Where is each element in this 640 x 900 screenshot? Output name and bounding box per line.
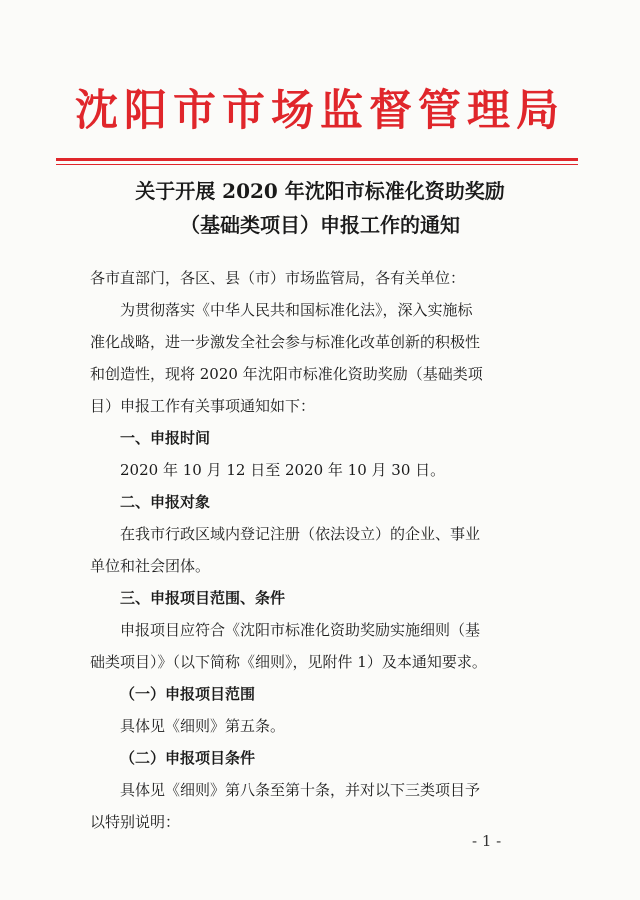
intro-line-1: 为贯彻落实《中华人民共和国标准化法》，深入实施标 (120, 301, 473, 319)
masthead-red-rule-thin (56, 164, 578, 165)
document-title (60, 174, 580, 242)
document-title-line-2: （基础类项目）申报工作的通知 (180, 213, 460, 237)
intro-line-2: 准化战略，进一步激发全社会参与标准化改革创新的积极性 (90, 333, 481, 351)
document-body (90, 262, 560, 838)
salutation: 各市直部门，各区、县（市）市场监管局，各有关单位： (90, 269, 466, 287)
section-3-text-line-1: 申报项目应符合《沈阳市标准化资助奖励实施细则（基 (120, 621, 481, 639)
section-2-text-line-2: 单位和社会团体。 (90, 557, 211, 575)
subsection-1-text: 具体见《细则》第五条。 (120, 717, 286, 735)
subsection-2-heading: （二）申报项目条件 (120, 749, 256, 767)
intro-line-4: 目）申报工作有关事项通知如下： (90, 397, 316, 415)
section-2-text-line-1: 在我市行政区域内登记注册（依法设立）的企业、事业 (120, 525, 481, 543)
document-title-line-1: 关于开展 2020 年沈阳市标准化资助奖励 (135, 179, 505, 203)
section-2-heading: 二、申报对象 (120, 493, 211, 511)
masthead-red-rule (56, 158, 578, 161)
section-3-text-line-2: 础类项目）》（以下简称《细则》，见附件 1）及本通知要求。 (90, 653, 487, 671)
intro-line-3: 和创造性，现将 2020 年沈阳市标准化资助奖励（基础类项 (90, 365, 483, 383)
agency-masthead: 沈阳市市场监督管理局 (75, 86, 565, 136)
section-1-text: 2020 年 10 月 12 日至 2020 年 10 月 30 日。 (120, 461, 446, 479)
page-number: - 1 - (472, 832, 502, 850)
subsection-1-heading: （一）申报项目范围 (120, 685, 256, 703)
section-1-heading: 一、申报时间 (120, 429, 211, 447)
subsection-2-text-line-1: 具体见《细则》第八条至第十条，并对以下三类项目予 (120, 781, 481, 799)
section-3-heading: 三、申报项目范围、条件 (120, 589, 286, 607)
subsection-2-text-line-2: 以特别说明： (90, 813, 181, 831)
